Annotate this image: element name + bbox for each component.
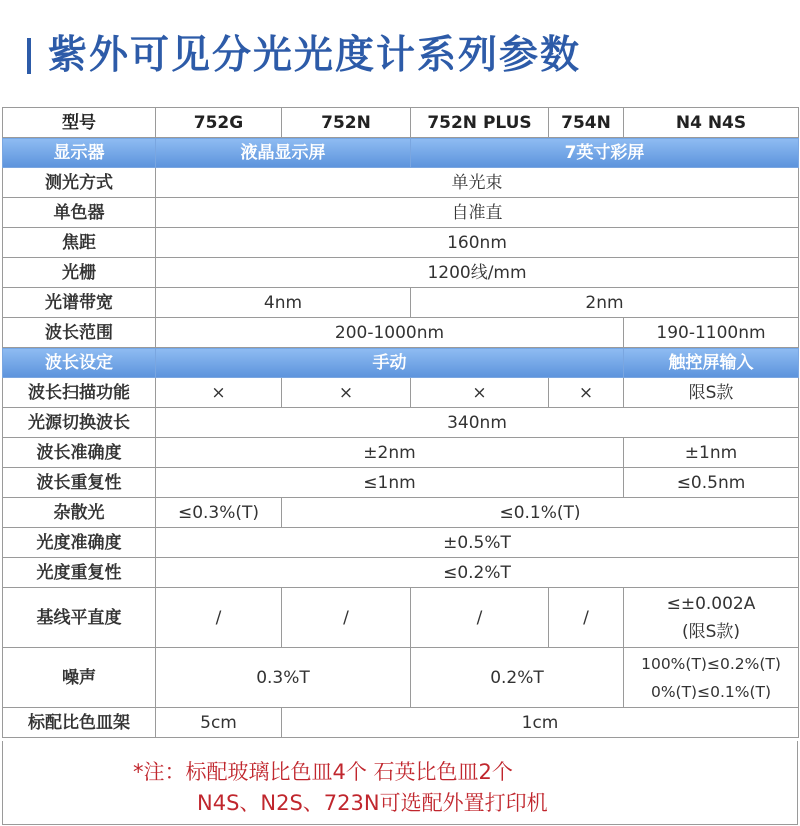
table-cell: / (282, 588, 411, 648)
row-label: 杂散光 (3, 498, 156, 528)
row-label: 光源切换波长 (3, 408, 156, 438)
table-cell: 手动 (156, 348, 624, 378)
table-cell: ≤0.2%T (156, 558, 799, 588)
table-cell: 1cm (282, 708, 799, 738)
row-label: 波长重复性 (3, 468, 156, 498)
row-label: 光栅 (3, 258, 156, 288)
table-cell: × (549, 378, 624, 408)
cell-line: 0%(T)≤0.1%(T) (650, 682, 772, 701)
table-cell: 5cm (156, 708, 282, 738)
table-cell: 触控屏输入 (624, 348, 799, 378)
table-cell: × (411, 378, 549, 408)
spec-table (2, 107, 799, 738)
table-cell: 0.3%T (156, 648, 411, 708)
table-cell: / (549, 588, 624, 648)
row-label: 测光方式 (3, 168, 156, 198)
table-cell: / (411, 588, 549, 648)
table-row (3, 378, 799, 408)
table-cell: 340nm (156, 408, 799, 438)
table-cell: ≤0.5nm (624, 468, 799, 498)
page-title: 紫外可见分光光度计系列参数 (48, 33, 582, 78)
table-row (3, 528, 799, 558)
table-row (3, 498, 799, 528)
note-line-1: *注：标配玻璃比色皿4个 石英比色皿2个 (133, 760, 513, 784)
row-label: 焦距 (3, 228, 156, 258)
title-accent-bar (27, 38, 31, 74)
table-header-row (3, 108, 799, 138)
table-row (3, 258, 799, 288)
table-row (3, 228, 799, 258)
table-row (3, 708, 799, 738)
table-row (3, 138, 799, 168)
table-cell: 0.2%T (411, 648, 624, 708)
row-label: 光谱带宽 (3, 288, 156, 318)
table-cell: 液晶显示屏 (156, 138, 411, 168)
row-label: 光度准确度 (3, 528, 156, 558)
row-label: 标配比色皿架 (3, 708, 156, 738)
table-row (3, 288, 799, 318)
table-cell (624, 588, 799, 648)
header-cell: N4 N4S (624, 108, 799, 138)
row-label: 单色器 (3, 198, 156, 228)
row-label: 波长扫描功能 (3, 378, 156, 408)
table-cell: / (156, 588, 282, 648)
row-label: 光度重复性 (3, 558, 156, 588)
table-cell: ±1nm (624, 438, 799, 468)
table-row (3, 408, 799, 438)
table-cell: 自准直 (156, 198, 799, 228)
header-cell: 752G (156, 108, 282, 138)
table-cell: × (282, 378, 411, 408)
table-cell (624, 648, 799, 708)
cell-line: 100%(T)≤0.2%(T) (641, 654, 781, 673)
table-row (3, 558, 799, 588)
header-cell: 型号 (3, 108, 156, 138)
note-line-2: N4S、N2S、723N可选配外置打印机 (197, 791, 548, 815)
table-cell: 160nm (156, 228, 799, 258)
table-cell: 7英寸彩屏 (411, 138, 799, 168)
header-cell: 752N PLUS (411, 108, 549, 138)
row-label: 波长设定 (3, 348, 156, 378)
table-cell: ≤0.3%(T) (156, 498, 282, 528)
table-cell: 190-1100nm (624, 318, 799, 348)
row-label: 基线平直度 (3, 588, 156, 648)
table-row (3, 168, 799, 198)
table-cell: 2nm (411, 288, 799, 318)
table-row (3, 348, 799, 378)
table-row (3, 198, 799, 228)
table-cell: ≤0.1%(T) (282, 498, 799, 528)
table-row (3, 468, 799, 498)
table-row (3, 648, 799, 708)
table-cell: 200-1000nm (156, 318, 624, 348)
header-cell: 754N (549, 108, 624, 138)
table-cell: ±2nm (156, 438, 624, 468)
table-cell: 限S款 (624, 378, 799, 408)
table-cell: × (156, 378, 282, 408)
row-label: 噪声 (3, 648, 156, 708)
cell-line: (限S款) (681, 621, 741, 642)
row-label: 波长准确度 (3, 438, 156, 468)
header-cell: 752N (282, 108, 411, 138)
table-row (3, 588, 799, 648)
row-label: 波长范围 (3, 318, 156, 348)
table-cell: ±0.5%T (156, 528, 799, 558)
cell-line: ≤±0.002A (666, 593, 756, 614)
table-cell: 4nm (156, 288, 411, 318)
table-cell: 单光束 (156, 168, 799, 198)
table-row (3, 438, 799, 468)
table-cell: 1200线/mm (156, 258, 799, 288)
row-label: 显示器 (3, 138, 156, 168)
table-row (3, 318, 799, 348)
table-cell: ≤1nm (156, 468, 624, 498)
